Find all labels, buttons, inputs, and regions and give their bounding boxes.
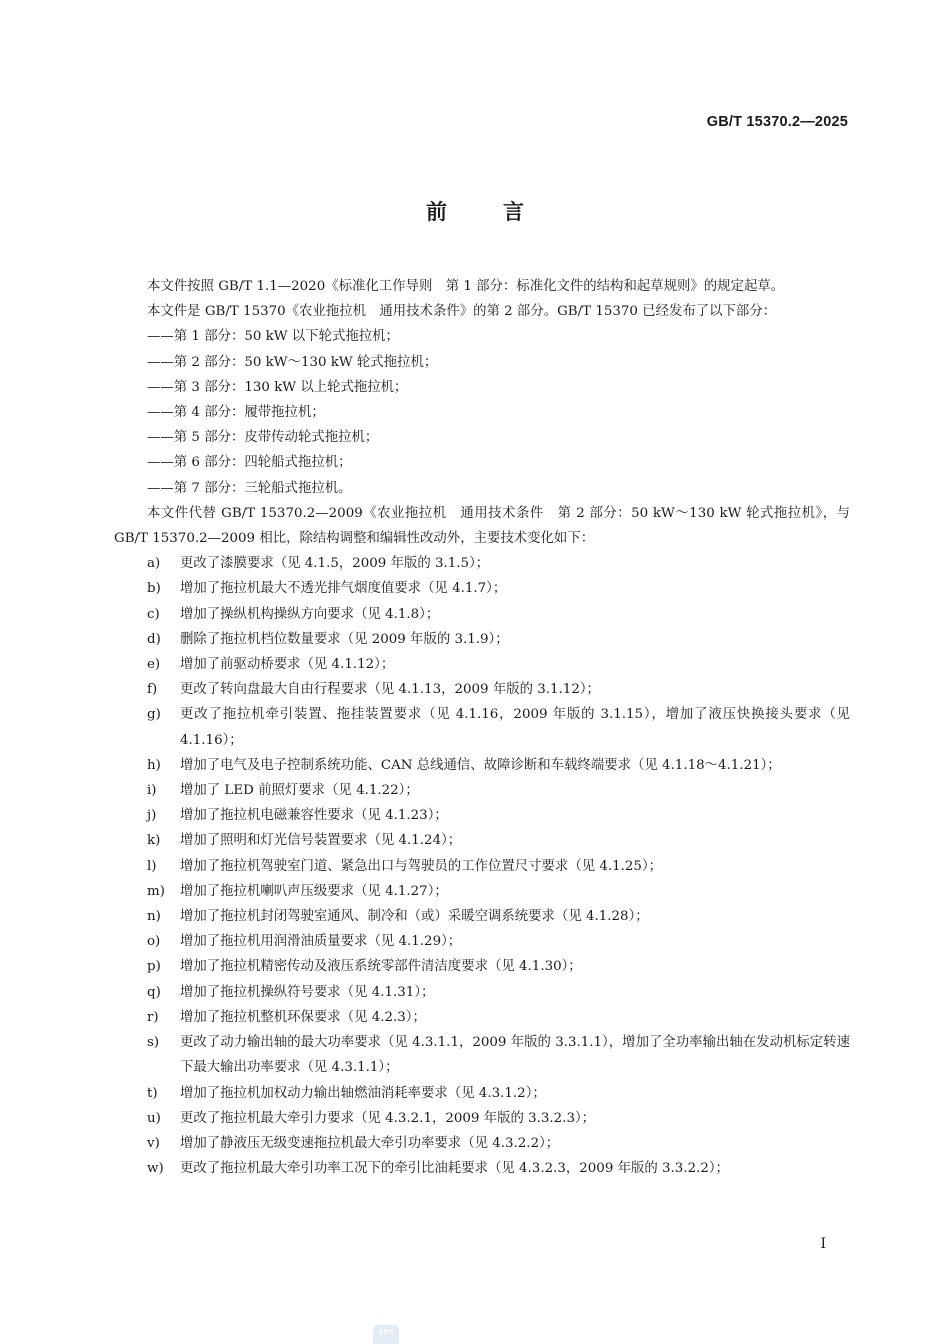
- page-number: I: [820, 1236, 826, 1252]
- change-item: [114, 904, 850, 929]
- change-marker: m): [147, 883, 165, 899]
- change-text: 更改了转向盘最大自由行程要求（见 4.1.13，2009 年版的 3.1.12）；: [180, 682, 600, 698]
- parts-list-item: ——第 5 部分：皮带传动轮式拖拉机；: [147, 430, 379, 446]
- change-text: 增加了拖拉机加权动力输出轴燃油消耗率要求（见 4.3.1.2）；: [180, 1085, 546, 1101]
- parts-list-item: ——第 3 部分：130 kW 以上轮式拖拉机；: [147, 379, 408, 395]
- parts-list-item: ——第 1 部分：50 kW 以下轮式拖拉机；: [147, 329, 399, 345]
- change-marker: i): [147, 783, 157, 799]
- change-item: [114, 551, 850, 576]
- change-text: 增加了拖拉机电磁兼容性要求（见 4.1.23）；: [180, 808, 448, 824]
- change-marker: g): [147, 707, 161, 723]
- change-item: [114, 652, 850, 677]
- change-item: [114, 1005, 850, 1030]
- change-text: 增加了照明和灯光信号装置要求（见 4.1.24）；: [180, 833, 462, 849]
- change-text: 删除了拖拉机档位数量要求（见 2009 年版的 3.1.9）；: [180, 631, 509, 647]
- change-item: [114, 627, 850, 652]
- change-text: 增加了 LED 前照灯要求（见 4.1.22）；: [180, 783, 419, 799]
- change-text: 增加了拖拉机精密传动及液压系统零部件清洁度要求（见 4.1.30）；: [180, 959, 582, 975]
- change-marker: b): [147, 581, 161, 597]
- change-item: [114, 1156, 850, 1181]
- changes-list: [114, 551, 850, 1181]
- change-text: 更改了动力输出轴的最大功率要求（见 4.3.1.1，2009 年版的 3.3.1.1），增加了全功率输出轴在发动机标定转速下最大输出功率要求（见 4.3.1.1）；: [180, 1035, 850, 1076]
- change-text: 增加了拖拉机用润滑油质量要求（见 4.1.29）；: [180, 934, 462, 950]
- change-text: 增加了拖拉机封闭驾驶室通风、制冷和（或）采暖空调系统要求（见 4.1.28）；: [180, 909, 649, 925]
- parts-list-item: ——第 4 部分：履带拖拉机；: [147, 405, 325, 421]
- change-marker: v): [147, 1135, 160, 1151]
- change-item: [114, 778, 850, 803]
- change-marker: p): [147, 959, 161, 975]
- change-item: [114, 602, 850, 627]
- intro-paragraph: 本文件按照 GB/T 1.1—2020《标准化工作导则 第 1 部分：标准化文件的结构和起草规则》的规定起草。: [147, 279, 785, 294]
- parts-list: [114, 324, 850, 500]
- change-item: [114, 677, 850, 702]
- change-marker: d): [147, 631, 161, 647]
- change-item: [114, 879, 850, 904]
- change-marker: n): [147, 909, 161, 925]
- change-item: [114, 929, 850, 954]
- change-item: [114, 803, 850, 828]
- foreword-body: [114, 274, 850, 1181]
- change-marker: e): [147, 657, 161, 673]
- change-text: 更改了拖拉机牵引装置、拖挂装置要求（见 4.1.16，2009 年版的 3.1.15），增加了液压快换接头要求（见 4.1.16）；: [180, 707, 850, 748]
- change-item: [114, 854, 850, 879]
- change-item: [114, 1131, 850, 1156]
- change-item: [114, 1106, 850, 1131]
- parts-list-item: ——第 2 部分：50 kW～130 kW 轮式拖拉机；: [147, 354, 438, 370]
- change-marker: q): [147, 984, 161, 1000]
- parts-list-item: ——第 6 部分：四轮船式拖拉机；: [147, 455, 352, 471]
- page-title: 前言: [426, 200, 580, 224]
- standard-number-header: GB/T 15370.2—2025: [706, 114, 848, 130]
- change-text: 增加了拖拉机整机环保要求（见 4.2.3）；: [180, 1009, 426, 1025]
- change-marker: k): [147, 833, 161, 849]
- parts-list-item: ——第 7 部分：三轮船式拖拉机。: [147, 480, 352, 496]
- change-marker: l): [147, 858, 157, 874]
- change-marker: f): [147, 682, 158, 698]
- change-text: 增加了前驱动桥要求（见 4.1.12）；: [180, 657, 395, 673]
- change-text: 增加了电气及电子控制系统功能、CAN 总线通信、故障诊断和车载终端要求（见 4.1.18～4.1.21）；: [180, 757, 781, 773]
- change-text: 增加了静液压无级变速拖拉机最大牵引功率要求（见 4.3.2.2）；: [180, 1135, 560, 1151]
- change-item: [114, 980, 850, 1005]
- change-item: [114, 1081, 850, 1106]
- change-item: [114, 828, 850, 853]
- change-text: 增加了拖拉机喇叭声压级要求（见 4.1.27）；: [180, 883, 448, 899]
- change-marker: a): [147, 556, 161, 572]
- change-marker: r): [147, 1009, 159, 1025]
- replacement-paragraph: 本文件代替 GB/T 15370.2—2009《农业拖拉机 通用技术条件 第 2 部分：50 kW～130 kW 轮式拖拉机》，与 GB/T 15370.2—2009 相比，除结构调整和编辑性改动外，主要技术变化如下：: [114, 505, 850, 547]
- change-item: [114, 1030, 850, 1080]
- change-text: 更改了拖拉机最大牵引力要求（见 4.3.2.1，2009 年版的 3.3.2.3）；: [180, 1110, 596, 1126]
- change-text: 更改了漆膜要求（见 4.1.5，2009 年版的 3.1.5）；: [180, 556, 490, 572]
- change-marker: u): [147, 1110, 161, 1126]
- change-marker: t): [147, 1085, 158, 1101]
- publisher-watermark-logo: SPC: [373, 1325, 399, 1344]
- change-item: [114, 576, 850, 601]
- change-text: 增加了拖拉机操纵符号要求（见 4.1.31）；: [180, 984, 435, 1000]
- intro-paragraph: 本文件是 GB/T 15370《农业拖拉机 通用技术条件》的第 2 部分。GB/T 15370 已经发布了以下部分：: [147, 304, 777, 320]
- change-text: 增加了操纵机构操纵方向要求（见 4.1.8）；: [180, 606, 440, 622]
- change-text: 更改了拖拉机最大牵引功率工况下的牵引比油耗要求（见 4.3.2.3，2009 年版的 3.3.2.2）；: [180, 1161, 729, 1177]
- change-marker: s): [147, 1035, 160, 1051]
- change-item: [114, 753, 850, 778]
- change-marker: j): [147, 808, 157, 824]
- change-marker: w): [147, 1161, 164, 1177]
- change-item: [114, 702, 850, 752]
- change-marker: h): [147, 757, 161, 773]
- change-marker: c): [147, 606, 160, 622]
- change-text: 增加了拖拉机驾驶室门道、紧急出口与驾驶员的工作位置尺寸要求（见 4.1.25）；: [180, 858, 663, 874]
- change-item: [114, 954, 850, 979]
- change-text: 增加了拖拉机最大不透光排气烟度值要求（见 4.1.7）；: [180, 581, 507, 597]
- change-marker: o): [147, 934, 161, 950]
